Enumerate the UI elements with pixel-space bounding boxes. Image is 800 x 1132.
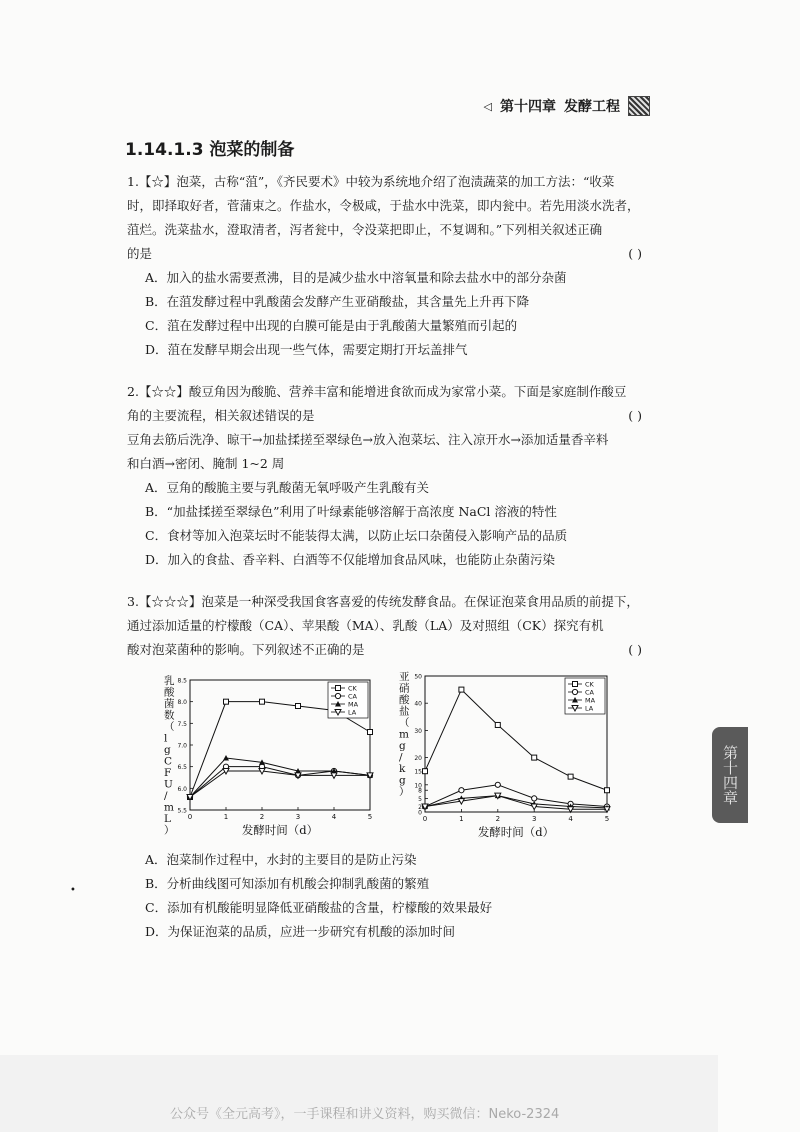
q3-stem-end: 酸对泡菜菌种的影响。下列叙述不正确的是 xyxy=(127,642,365,657)
x-tick-label: 2 xyxy=(495,815,501,823)
x-tick-label: 1 xyxy=(459,815,464,823)
x-axis-label: 发酵时间（d） xyxy=(477,825,555,839)
y-tick-label: 8 xyxy=(418,787,422,795)
q2-line: 2.【☆☆】酸豆角因为酸脆、营养丰富和能增进食欲而成为家常小菜。下面是家庭制作酸豆 xyxy=(127,384,627,399)
y-tick-label: 0 xyxy=(418,809,422,817)
x-tick-label: 2 xyxy=(259,813,265,821)
legend-label: LA xyxy=(585,704,594,713)
y-axis-label: 亚硝酸盐（ m g / k g ） xyxy=(399,671,410,798)
q1-line: 菹烂。洗菜盐水，澄取清者，泻者瓮中，令没菜把即止，不复调和。”下列相关叙述正确 xyxy=(127,222,603,237)
answer-paren: ( ) xyxy=(628,642,642,657)
data-point xyxy=(495,722,500,727)
question-3-options xyxy=(127,848,652,944)
chapter-label: 第十四章 xyxy=(500,99,556,115)
section-title: 1.14.1.3 泡菜的制备 xyxy=(125,140,295,160)
answer-paren: ( ) xyxy=(628,246,642,261)
data-point xyxy=(573,682,578,687)
y-tick-label: 7.0 xyxy=(177,742,187,750)
question-2 xyxy=(127,380,652,572)
data-point xyxy=(335,693,340,698)
answer-paren: ( ) xyxy=(628,408,642,423)
y-tick-label: 8.5 xyxy=(177,677,187,685)
y-tick-label: 2 xyxy=(418,804,422,812)
x-axis-label: 发酵时间（d） xyxy=(241,823,319,837)
q1-line xyxy=(127,242,652,266)
data-point xyxy=(532,796,537,801)
x-tick-label: 1 xyxy=(223,813,229,821)
data-point xyxy=(568,774,573,779)
y-tick-label: 10 xyxy=(414,782,422,790)
triangle-icon: ◁ xyxy=(483,99,492,113)
series-line-ca xyxy=(425,785,607,807)
data-point xyxy=(605,788,610,793)
q2-flow: 豆角去筋后洗净、晾干→加盐揉搓至翠绿色→放入泡菜坛、注入凉开水→添加适量香辛料 xyxy=(127,432,609,447)
y-tick-label: 5.5 xyxy=(177,807,187,815)
data-point xyxy=(423,769,428,774)
x-tick-label: 3 xyxy=(295,813,301,821)
q1-option-d: D．菹在发酵早期会出现一些气体，需要定期打开坛盖排气 xyxy=(145,342,468,357)
chapter-header xyxy=(484,96,650,116)
data-point xyxy=(459,788,464,793)
chapter-side-tab: 第十四章 xyxy=(712,727,748,823)
q1-line: 时，即择取好者，菅蒲束之。作盐水，令极咸，于盐水中洗菜，即内瓮中。若先用淡水洗者， xyxy=(127,198,640,213)
data-point xyxy=(260,699,265,704)
q3-option-c: C．添加有机酸能明显降低亚硝酸盐的含量，柠檬酸的效果最好 xyxy=(145,900,493,915)
series-line-ca xyxy=(190,767,370,797)
q2-option-c: C．食材等加入泡菜坛时不能装得太满，以防止坛口杂菌侵入影响产品的品质 xyxy=(145,528,568,543)
chapter-title: 发酵工程 xyxy=(564,99,620,115)
q3-option-b: B．分析曲线图可知添加有机酸会抑制乳酸菌的繁殖 xyxy=(145,876,430,891)
series-line-ma xyxy=(425,796,607,808)
x-tick-label: 5 xyxy=(367,813,373,821)
legend-label: MA xyxy=(348,700,359,709)
footer-banner xyxy=(0,1055,718,1132)
q1-stem-end: 的是 xyxy=(127,246,153,261)
footer-text: 公众号《全元高考》，一手课程和讲义资料，购买微信：Neko-2324 xyxy=(170,1107,560,1122)
legend-label: MA xyxy=(585,696,596,705)
y-tick-label: 30 xyxy=(414,727,422,735)
q1-line: 1.【☆】泡菜，古称“菹”，《齐民要术》中较为系统地介绍了泡渍蔬菜的加工方法：“收菜 xyxy=(127,174,615,189)
y-tick-label: 5 xyxy=(418,795,422,803)
q3-option-d: D．为保证泡菜的品质，应进一步研究有机酸的添加时间 xyxy=(145,924,456,939)
y-tick-label: 6.0 xyxy=(177,785,187,793)
y-tick-label: 50 xyxy=(414,673,422,681)
q3-line xyxy=(127,638,652,662)
q3-line: 通过添加适量的柠檬酸（CA）、苹果酸（MA）、乳酸（LA）及对照组（CK）探究有机 xyxy=(127,618,604,633)
q2-flow: 和白酒→密闭、腌制 1~2 周 xyxy=(127,456,285,471)
data-point xyxy=(532,755,537,760)
y-axis-label: 乳酸菌数（ l g C F U / m L ） xyxy=(164,675,175,837)
x-tick-label: 4 xyxy=(331,813,337,821)
data-point xyxy=(459,687,464,692)
y-tick-label: 20 xyxy=(414,755,422,763)
y-tick-label: 15 xyxy=(414,768,422,776)
legend-label: LA xyxy=(348,708,357,717)
y-tick-label: 7.5 xyxy=(177,720,187,728)
question-1 xyxy=(127,170,652,362)
q3-line: 3.【☆☆☆】泡菜是一种深受我国食客喜爱的传统发酵食品。在保证泡菜食用品质的前提下， xyxy=(127,594,639,609)
data-point xyxy=(368,730,373,735)
q2-line xyxy=(127,404,652,428)
data-point xyxy=(336,686,341,691)
x-tick-label: 5 xyxy=(604,815,610,823)
qr-code-icon xyxy=(628,96,650,116)
q1-option-a: A．加入的盐水需要煮沸，目的是减少盐水中溶氧量和除去盐水中的部分杂菌 xyxy=(145,270,567,285)
x-tick-label: 3 xyxy=(531,815,537,823)
y-tick-label: 40 xyxy=(414,700,422,708)
q2-option-d: D．加入的食盐、香辛料、白酒等不仅能增加食品风味，也能防止杂菌污染 xyxy=(145,552,556,567)
legend-label: CA xyxy=(348,692,357,701)
q1-option-c: C．菹在发酵过程中出现的白膜可能是由于乳酸菌大量繁殖而引起的 xyxy=(145,318,518,333)
x-tick-label: 0 xyxy=(187,813,193,821)
nitrite-chart xyxy=(385,662,625,842)
q2-stem-end: 角的主要流程，相关叙述错误的是 xyxy=(127,408,315,423)
y-tick-label: 8.0 xyxy=(177,699,187,707)
lactic-bacteria-chart xyxy=(150,672,390,842)
y-tick-label: 6.5 xyxy=(177,764,187,772)
q2-option-a: A．豆角的酸脆主要与乳酸菌无氧呼吸产生乳酸有关 xyxy=(145,480,430,495)
question-3 xyxy=(127,590,652,662)
data-point xyxy=(572,689,577,694)
x-tick-label: 0 xyxy=(422,815,428,823)
legend-label: CK xyxy=(585,680,594,689)
legend-label: CK xyxy=(348,684,357,693)
data-point xyxy=(224,699,229,704)
data-point xyxy=(296,704,301,709)
q2-option-b: B．“加盐揉搓至翠绿色”利用了叶绿素能够溶解于高浓度 NaCl 溶液的特性 xyxy=(145,504,557,519)
legend-label: CA xyxy=(585,688,594,697)
data-point xyxy=(495,782,500,787)
q3-option-a: A．泡菜制作过程中，水封的主要目的是防止污染 xyxy=(145,852,417,867)
q1-option-b: B．在菹发酵过程中乳酸菌会发酵产生亚硝酸盐，其含量先上升再下降 xyxy=(145,294,530,309)
stray-dot: • xyxy=(70,885,76,896)
x-tick-label: 4 xyxy=(568,815,573,823)
